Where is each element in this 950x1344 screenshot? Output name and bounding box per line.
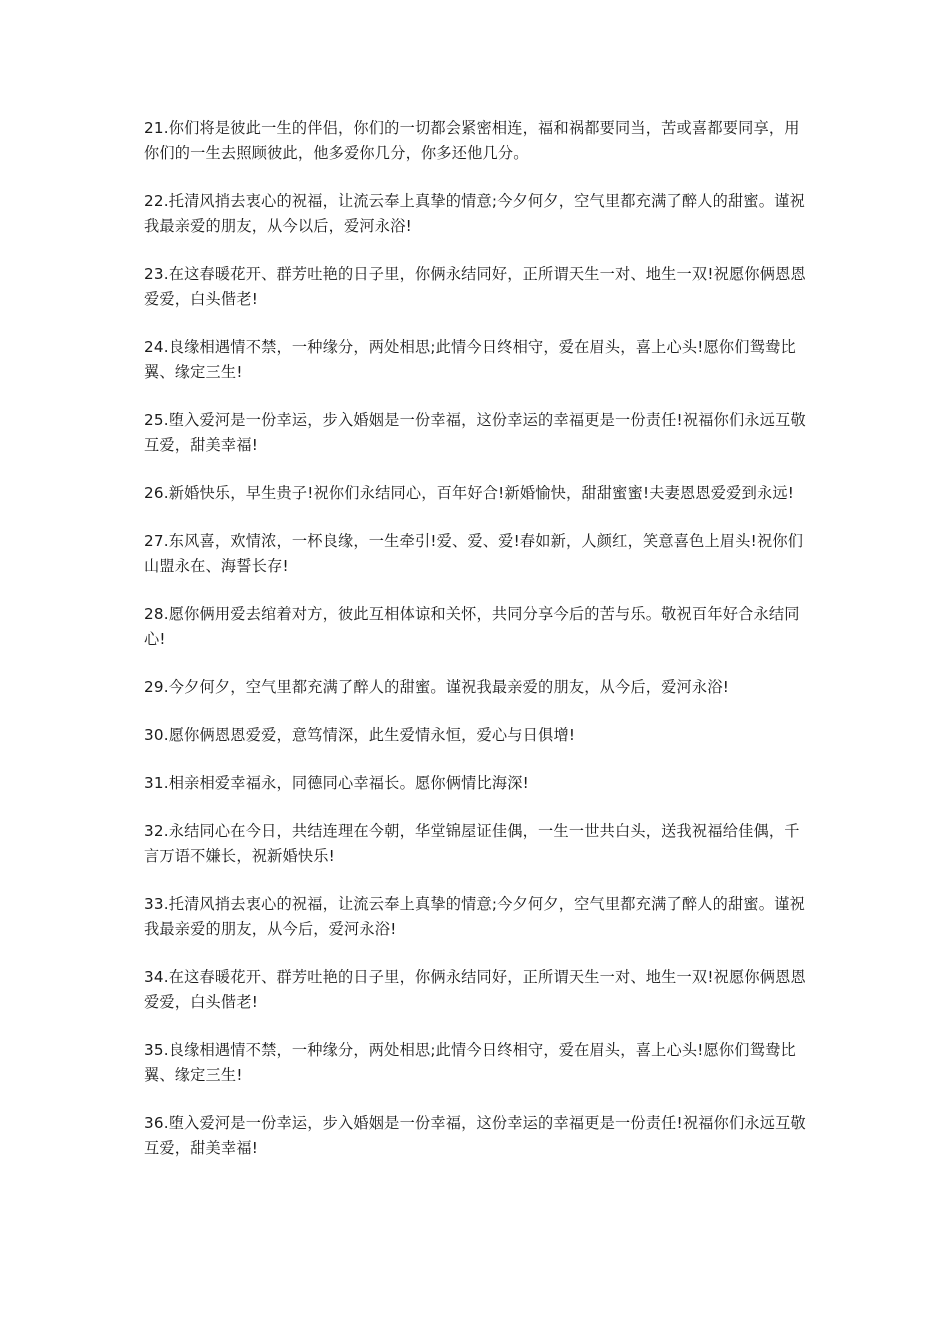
- paragraph-31: 31.相亲相爱幸福永，同德同心幸福长。愿你俩情比海深!: [144, 774, 529, 792]
- paragraph-28: 28.愿你俩用爱去绾着对方，彼此互相体谅和关怀，共同分享今后的苦与乐。敬祝百年好合永结同心!: [144, 605, 800, 648]
- paragraph-21: 21.你们将是彼此一生的伴侣，你们的一切都会紧密相连，福和祸都要同当，苦或喜都要同享，用你们的一生去照顾彼此，他多爱你几分，你多还他几分。: [144, 119, 800, 162]
- document-body: [144, 116, 812, 1184]
- paragraph-29: 29.今夕何夕，空气里都充满了醉人的甜蜜。谨祝我最亲爱的朋友，从今后，爱河永浴!: [144, 678, 729, 696]
- paragraph-25: 25.堕入爱河是一份幸运，步入婚姻是一份幸福，这份幸运的幸福更是一份责任!祝福你们永远互敬互爱，甜美幸福!: [144, 411, 806, 454]
- paragraph-27: 27.东风喜，欢情浓，一杯良缘，一生牵引!爱、爱、爱!春如新，人颜红，笑意喜色上眉头!祝你们山盟永在、海誓长存!: [144, 532, 804, 575]
- paragraph-24: 24.良缘相遇情不禁，一种缘分，两处相思;此情今日终相守，爱在眉头，喜上心头!愿你们鸳鸯比翼、缘定三生!: [144, 338, 796, 381]
- paragraph-23: 23.在这春暖花开、群芳吐艳的日子里，你俩永结同好，正所谓天生一对、地生一双!祝愿你俩恩恩爱爱，白头偕老!: [144, 265, 806, 308]
- paragraph-32: 32.永结同心在今日，共结连理在今朝，华堂锦屋证佳偶，一生一世共白头，送我祝福给佳偶，千言万语不嫌长，祝新婚快乐!: [144, 822, 800, 865]
- paragraph-26: 26.新婚快乐，早生贵子!祝你们永结同心，百年好合!新婚愉快，甜甜蜜蜜!夫妻恩恩爱爱到永远!: [144, 484, 795, 502]
- paragraph-30: 30.愿你俩恩恩爱爱，意笃情深，此生爱情永恒，爱心与日俱增!: [144, 726, 576, 744]
- paragraph-22: 22.托清风捎去衷心的祝福，让流云奉上真挚的情意;今夕何夕，空气里都充满了醉人的甜蜜。谨祝我最亲爱的朋友，从今以后，爱河永浴!: [144, 192, 805, 235]
- paragraph-34: 34.在这春暖花开、群芳吐艳的日子里，你俩永结同好，正所谓天生一对、地生一双!祝愿你俩恩恩爱爱，白头偕老!: [144, 968, 806, 1011]
- paragraph-35: 35.良缘相遇情不禁，一种缘分，两处相思;此情今日终相守，爱在眉头，喜上心头!愿你们鸳鸯比翼、缘定三生!: [144, 1041, 796, 1084]
- paragraph-33: 33.托清风捎去衷心的祝福，让流云奉上真挚的情意;今夕何夕，空气里都充满了醉人的甜蜜。谨祝我最亲爱的朋友，从今后，爱河永浴!: [144, 895, 805, 938]
- paragraph-36: 36.堕入爱河是一份幸运，步入婚姻是一份幸福，这份幸运的幸福更是一份责任!祝福你们永远互敬互爱，甜美幸福!: [144, 1114, 806, 1157]
